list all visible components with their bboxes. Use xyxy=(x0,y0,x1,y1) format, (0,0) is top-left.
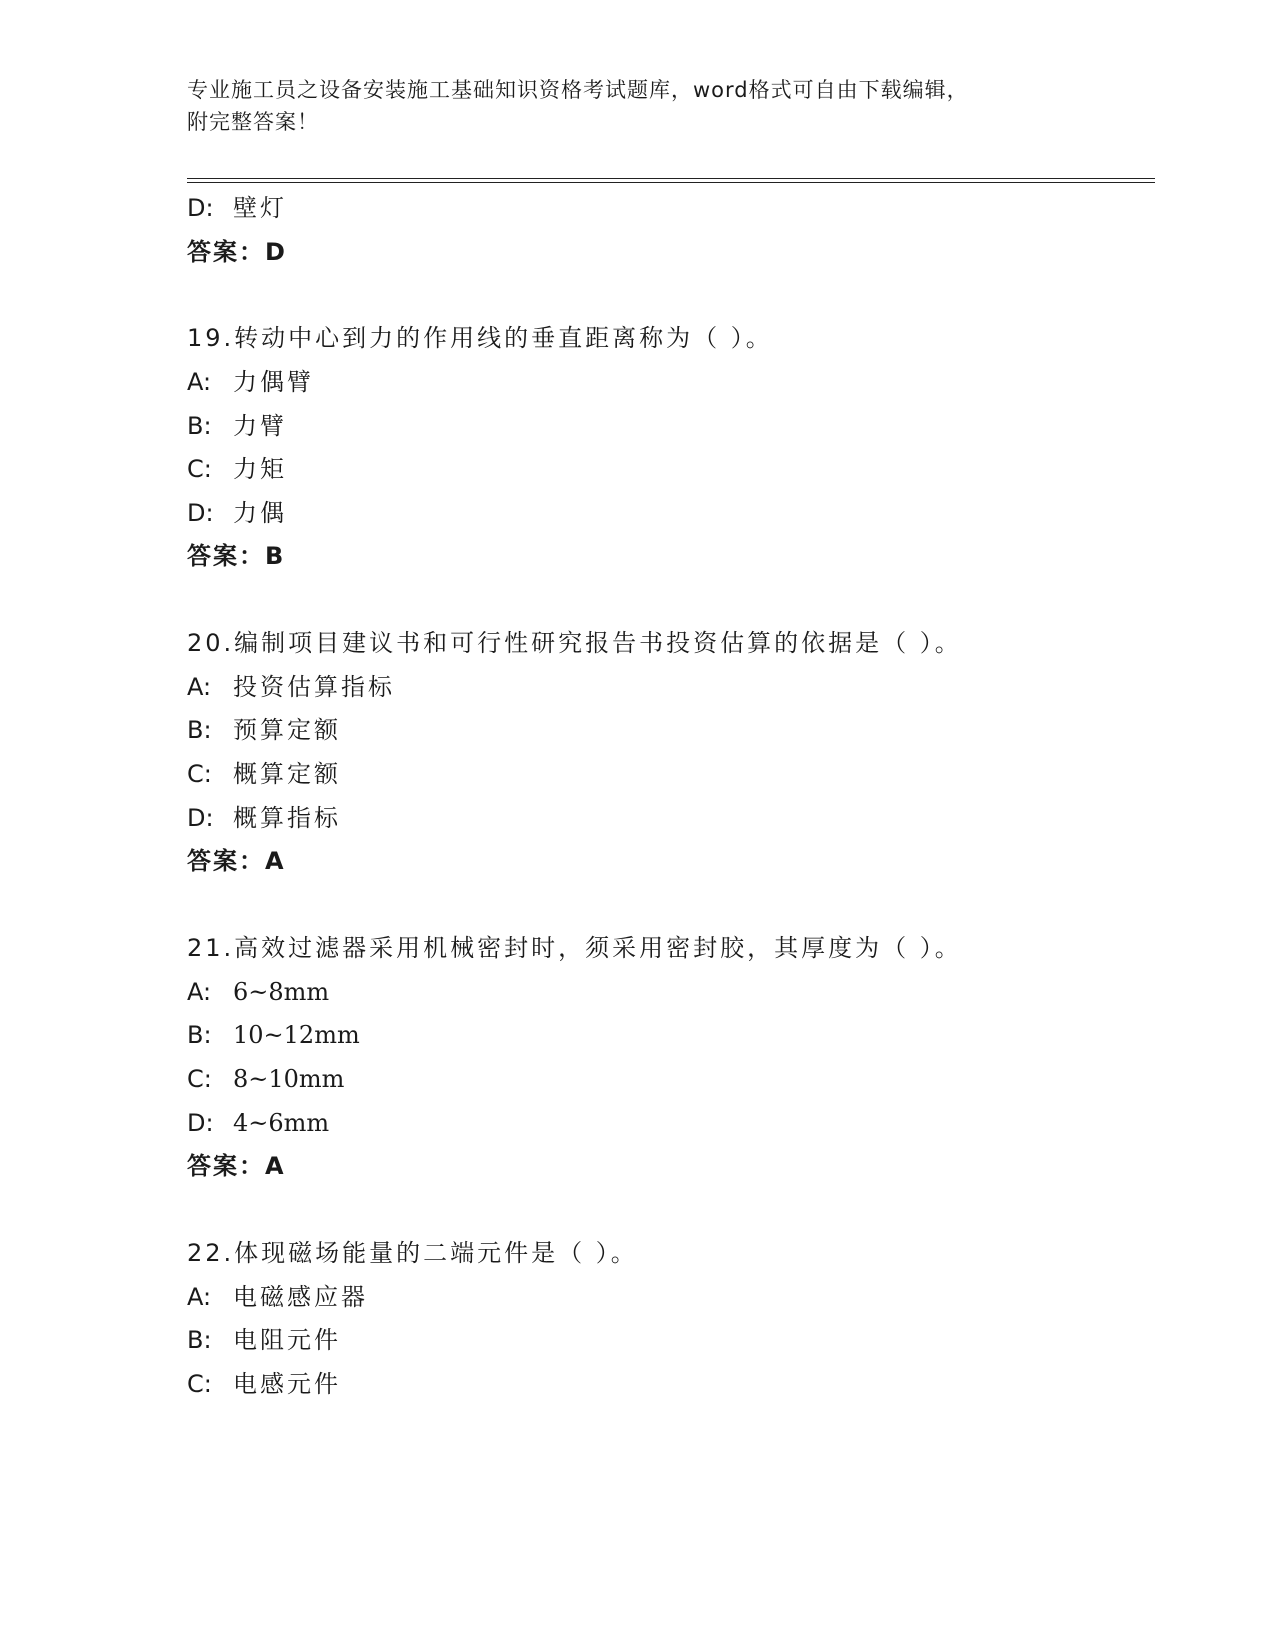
option-b-q22 xyxy=(187,1325,341,1355)
option-text: 概算定额 xyxy=(233,760,341,788)
option-text: 力偶 xyxy=(233,499,287,527)
answer-q21: 答案：A xyxy=(187,1152,286,1180)
question-20: 20.编制项目建议书和可行性研究报告书投资估算的依据是（ ）。 xyxy=(187,629,962,657)
option-b-q19 xyxy=(187,411,287,441)
option-text: 力偶臂 xyxy=(233,368,314,396)
option-letter: C: xyxy=(187,1065,212,1093)
option-text: 概算指标 xyxy=(233,804,341,832)
option-text: 电感元件 xyxy=(233,1370,341,1398)
option-text: 4~6mm xyxy=(233,1109,330,1137)
option-a-q20 xyxy=(187,672,395,702)
answer-q20: 答案：A xyxy=(187,847,286,875)
option-a-q19 xyxy=(187,367,314,397)
option-letter: D: xyxy=(187,499,214,527)
header-line-1: 专业施工员之设备安装施工基础知识资格考试题库，word格式可自由下载编辑， xyxy=(187,78,969,102)
option-c-q20 xyxy=(187,759,341,789)
option-text: 电磁感应器 xyxy=(233,1283,368,1311)
option-text: 力矩 xyxy=(233,455,287,483)
answer-q18: 答案：D xyxy=(187,238,287,266)
option-a-q22 xyxy=(187,1282,368,1312)
header-divider-top xyxy=(187,178,1155,179)
document-header xyxy=(187,74,1067,138)
option-text: 8~10mm xyxy=(233,1065,345,1093)
option-text: 投资估算指标 xyxy=(233,673,395,701)
option-letter: B: xyxy=(187,1326,212,1354)
option-letter: A: xyxy=(187,368,212,396)
option-letter: C: xyxy=(187,1370,212,1398)
option-letter: C: xyxy=(187,455,212,483)
option-letter: B: xyxy=(187,412,212,440)
option-letter: D: xyxy=(187,1109,214,1137)
option-letter: B: xyxy=(187,1021,212,1049)
option-letter: D: xyxy=(187,804,214,832)
option-letter: D: xyxy=(187,194,214,222)
option-b-q20 xyxy=(187,715,341,745)
option-text: 预算定额 xyxy=(233,716,341,744)
question-22: 22.体现磁场能量的二端元件是（ ）。 xyxy=(187,1239,638,1267)
option-d-q21 xyxy=(187,1108,329,1138)
header-divider-bottom xyxy=(187,182,1155,183)
question-21: 21.高效过滤器采用机械密封时，须采用密封胶，其厚度为（ ）。 xyxy=(187,934,962,962)
option-c-q19 xyxy=(187,454,287,484)
option-c-q22 xyxy=(187,1369,341,1399)
option-letter: C: xyxy=(187,760,212,788)
option-text: 10~12mm xyxy=(233,1021,360,1049)
option-text: 力臂 xyxy=(233,412,287,440)
option-d-q19 xyxy=(187,498,287,528)
header-line-2: 附完整答案！ xyxy=(187,110,319,134)
option-b-q21 xyxy=(187,1020,360,1050)
option-letter: A: xyxy=(187,673,212,701)
option-c-q21 xyxy=(187,1064,344,1094)
option-text: 6~8mm xyxy=(233,978,330,1006)
question-19: 19.转动中心到力的作用线的垂直距离称为（ ）。 xyxy=(187,324,773,352)
option-d-q18 xyxy=(187,193,287,223)
option-letter: A: xyxy=(187,1283,212,1311)
option-a-q21 xyxy=(187,977,329,1007)
option-text: 壁灯 xyxy=(233,194,287,222)
option-text: 电阻元件 xyxy=(233,1326,341,1354)
option-letter: B: xyxy=(187,716,212,744)
answer-q19: 答案：B xyxy=(187,542,286,570)
option-letter: A: xyxy=(187,978,212,1006)
option-d-q20 xyxy=(187,803,341,833)
